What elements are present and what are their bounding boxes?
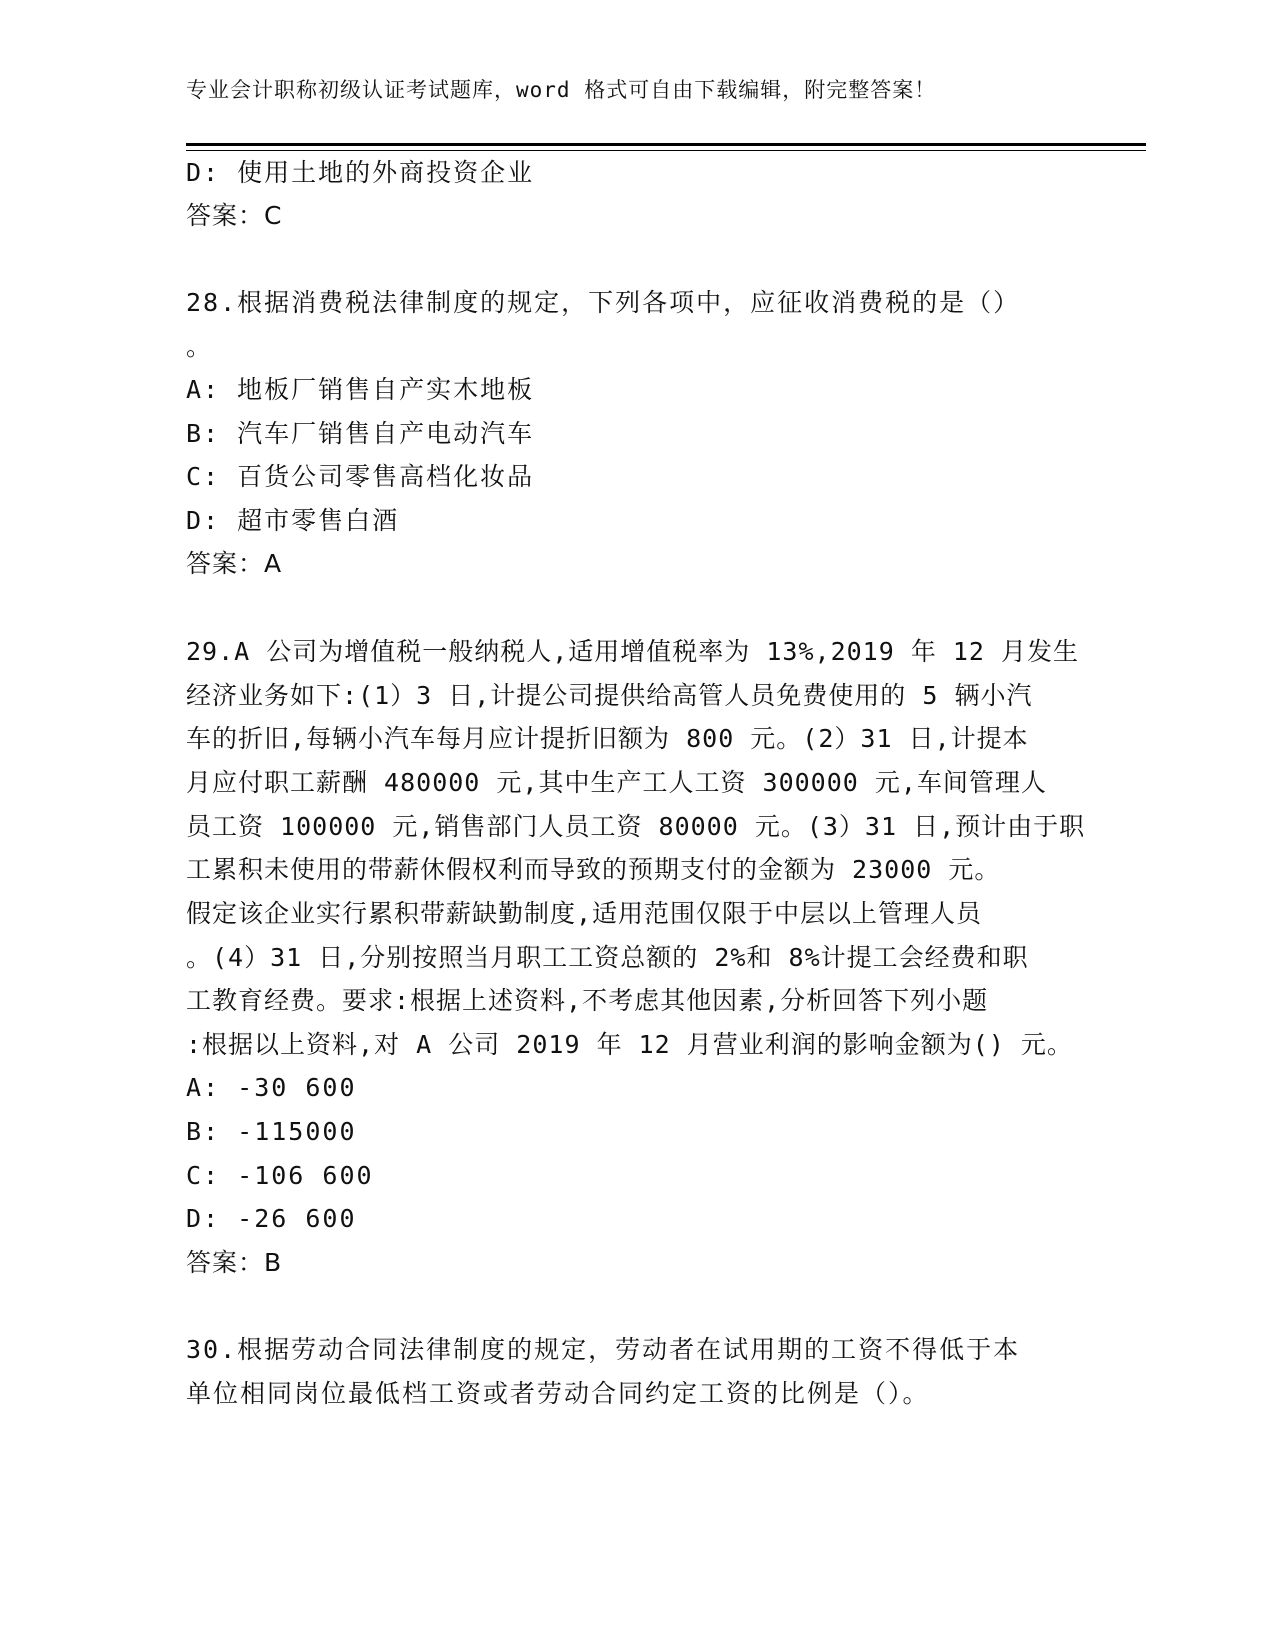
q27-answer: 答案：C xyxy=(186,201,283,230)
q29-option-b: B: -115000 xyxy=(186,1117,357,1146)
q30-stem-line-2: 单位相同岗位最低档工资或者劳动合同约定工资的比例是（）。 xyxy=(186,1379,930,1408)
q29-stem-line-4: 月应付职工薪酬 480000 元,其中生产工人工资 300000 元,车间管理人 xyxy=(186,768,1047,797)
q29-stem-line-1: 29.A 公司为增值税一般纳税人,适用增值税率为 13%,2019 年 12 月发生 xyxy=(186,637,1080,666)
q28-option-b: B: 汽车厂销售自产电动汽车 xyxy=(186,419,535,448)
q28-option-c: C: 百货公司零售高档化妆品 xyxy=(186,462,535,491)
q29-option-d: D: -26 600 xyxy=(186,1204,357,1233)
q29-stem-line-6: 工累积未使用的带薪休假权利而导致的预期支付的金额为 23000 元。 xyxy=(186,855,1001,884)
q29-option-a: A: -30 600 xyxy=(186,1073,357,1102)
q27-option-d: D: 使用土地的外商投资企业 xyxy=(186,158,535,187)
q28-stem-line-1: 28.根据消费税法律制度的规定，下列各项中，应征收消费税的是（） xyxy=(186,288,1021,317)
q29-stem-line-2: 经济业务如下:(1）3 日,计提公司提供给高管人员免费使用的 5 辆小汽 xyxy=(186,681,1033,710)
q28-option-d: D: 超市零售白酒 xyxy=(186,506,400,535)
q30-stem-line-1: 30.根据劳动合同法律制度的规定，劳动者在试用期的工资不得低于本 xyxy=(186,1335,1021,1364)
q29-stem-line-9: 工教育经费。要求:根据上述资料,不考虑其他因素,分析回答下列小题 xyxy=(186,986,989,1015)
q29-answer: 答案：B xyxy=(186,1248,283,1277)
q28-stem-line-2: 。 xyxy=(186,332,214,361)
q28-option-a: A: 地板厂销售自产实木地板 xyxy=(186,375,535,404)
q28-answer: 答案：A xyxy=(186,549,283,578)
header-rule-thin xyxy=(186,150,1146,151)
q29-stem-line-5: 员工资 100000 元,销售部门人员工资 80000 元。(3）31 日,预计由于职 xyxy=(186,812,1086,841)
header-rule-thick xyxy=(186,143,1146,146)
q29-option-c: C: -106 600 xyxy=(186,1161,374,1190)
q29-stem-line-10: :根据以上资料,对 A 公司 2019 年 12 月营业利润的影响金额为() 元。 xyxy=(186,1030,1073,1059)
q29-stem-line-7: 假定该企业实行累积带薪缺勤制度,适用范围仅限于中层以上管理人员 xyxy=(186,899,983,928)
q29-stem-line-8: 。(4）31 日,分别按照当月职工工资总额的 2%和 8%计提工会经费和职 xyxy=(186,943,1029,972)
q29-stem-line-3: 车的折旧,每辆小汽车每月应计提折旧额为 800 元。(2）31 日,计提本 xyxy=(186,724,1029,753)
header-note: 专业会计职称初级认证考试题库，word 格式可自由下载编辑，附完整答案！ xyxy=(186,78,937,102)
